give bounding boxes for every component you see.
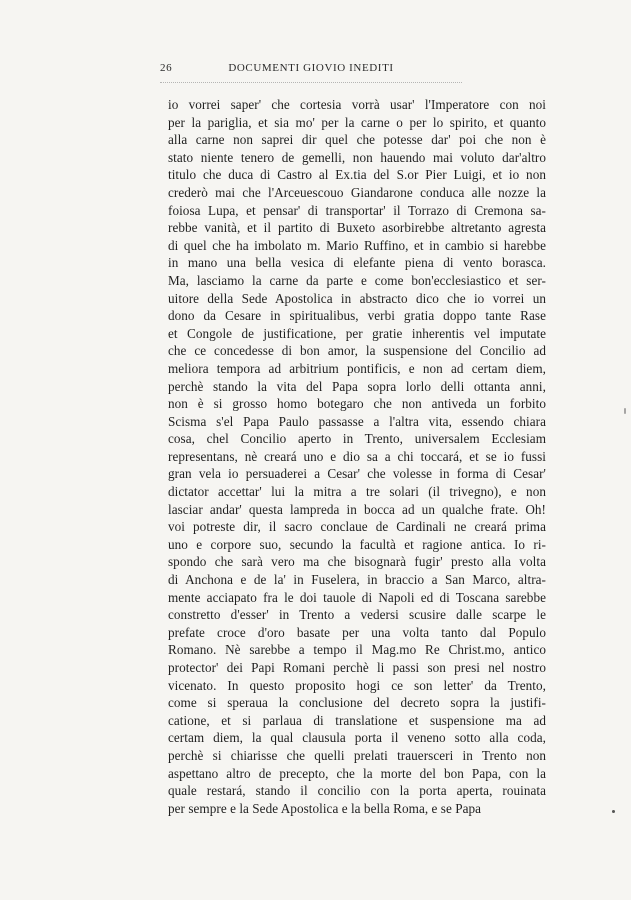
text-line: stato niente tenero de gemelli, non hauendo mai voluto dar'altro: [168, 149, 546, 165]
text-line: Scisma s'el Papa Paulo passasse a l'altra vita, essendo chiara: [168, 413, 546, 429]
text-line: voi potreste dir, il sacro conclaue de Cardinali ne creará prima: [168, 519, 546, 535]
text-line: aspettano altro de precepto, che la morte del bon Papa, con la: [168, 765, 546, 781]
text-line: protector' dei Papi Romani perchè li passi son presi nel nostro: [168, 660, 546, 675]
text-line: non è si grosso homo botegaro che non antiveda un forbito: [168, 396, 546, 412]
text-line: Ma, lasciamo la carne da parte e come bon'ecclesiastico et ser-: [168, 272, 546, 288]
text-line: prefate croce d'oro basate per una volta tanto dal Populo: [168, 624, 546, 640]
running-head: [160, 62, 462, 78]
text-line: meliora tempora ad arbitrium pontificis, e non ad certam diem,: [168, 360, 546, 376]
body-text: [168, 96, 546, 817]
text-line: titulo che duca di Castro al Ex.tia del S.or Pier Luigi, et io non: [168, 167, 546, 183]
text-line: spondo che sarà vero ma che bisognarà fugir' presto alla volta: [168, 554, 546, 570]
scan-speck: [612, 810, 615, 813]
text-line: per sempre e la Sede Apostolica e la bella Roma, e se Papa: [168, 800, 482, 816]
text-line: gran vela io persuaderei a Cesar' che volesse in forma di Cesar': [168, 466, 546, 482]
text-line: di quel che ha imbolato m. Mario Ruffino, et in cambio si harebbe: [168, 237, 546, 253]
text-line: cosa, chel Concilio aperto in Trento, universalem Ecclesiam: [168, 431, 546, 447]
text-line: constretto d'esser' in Trento a vedersi scusire dalle scarpe le: [168, 607, 546, 623]
running-title: DOCUMENTI GIOVIO INEDITI: [228, 62, 394, 74]
text-line: et Congole de justificatione, per gratie inherentis vel imputate: [168, 325, 546, 341]
text-line: perchè si chiarisse che quelli prelati trauersceri in Trento non: [168, 747, 546, 763]
text-line: alla carne non saprei dir quel che potesse dar' poi che non è: [168, 132, 546, 148]
text-line: Romano. Nè sarebbe a tempo il Mag.mo Re Christ.mo, antico: [168, 642, 546, 658]
text-line: vicenato. In questo proposito hogi ce son letter' da Trento,: [168, 677, 546, 693]
text-line: lasciar andar' questa lampreda in bocca ad un qualche frate. Oh!: [168, 501, 546, 517]
text-line: in mano una bella vesica di elefante piena di vento borasca.: [168, 255, 546, 271]
scan-speck: [624, 408, 626, 414]
text-line: perchè stando la vita del Papa sopra lorlo delli ottanta anni,: [168, 378, 546, 394]
text-line: uitore della Sede Apostolica in abstracto dico che io vorrei un: [168, 290, 546, 306]
text-line: mente acciapato fra le doi tauole di Napoli ed di Toscana sarebbe: [168, 589, 546, 605]
text-line: uno e corpore suo, secundo la facultà et ragione antica. Io ri-: [168, 536, 546, 552]
text-line: certam diem, la qual clausula porta il veneno sotto alla coda,: [168, 730, 546, 746]
text-line: dictator accettar' lui la mitra a tre solari (il trivegno), e non: [168, 484, 546, 500]
text-line: rebbe vanità, et il partito di Buxeto asorbirebbe altretanto agresta: [168, 220, 546, 236]
header-rule: [160, 82, 462, 83]
text-line: io vorrei saper' che cortesia vorrà usar' l'Imperatore con noi: [168, 97, 546, 112]
page-number: 26: [160, 62, 173, 74]
text-line: quale restará, stando il concilio con la porta aperta, rouinata: [168, 783, 546, 799]
text-line: foiosa Lupa, et pensar' di transportar' il Torrazo di Cremona sa-: [168, 202, 546, 218]
text-line: catione, et si parlaua di translatione et suspensione ma ad: [168, 712, 546, 728]
text-line: come si speraua la conclusione del decreto sopra la justifi-: [168, 695, 546, 711]
text-line: crederò mai che l'Arceuescouo Giandarone conduca alle nozze la: [168, 184, 546, 200]
text-line: dono da Cesare in spiritualibus, verbi gratia doppo tante Rase: [168, 308, 546, 324]
text-line: di Anchona e de la' in Fuselera, in braccio a San Marco, altra-: [168, 572, 546, 588]
text-line: representans, nè creará uno e dio sa a chi toccará, et se io fussi: [168, 448, 546, 464]
text-line: per la pariglia, et sia mo' per la carne o per lo spirito, et quanto: [168, 114, 546, 130]
text-line: che ce concedesse di bon amor, la suspensione del Concilio ad: [168, 343, 546, 359]
